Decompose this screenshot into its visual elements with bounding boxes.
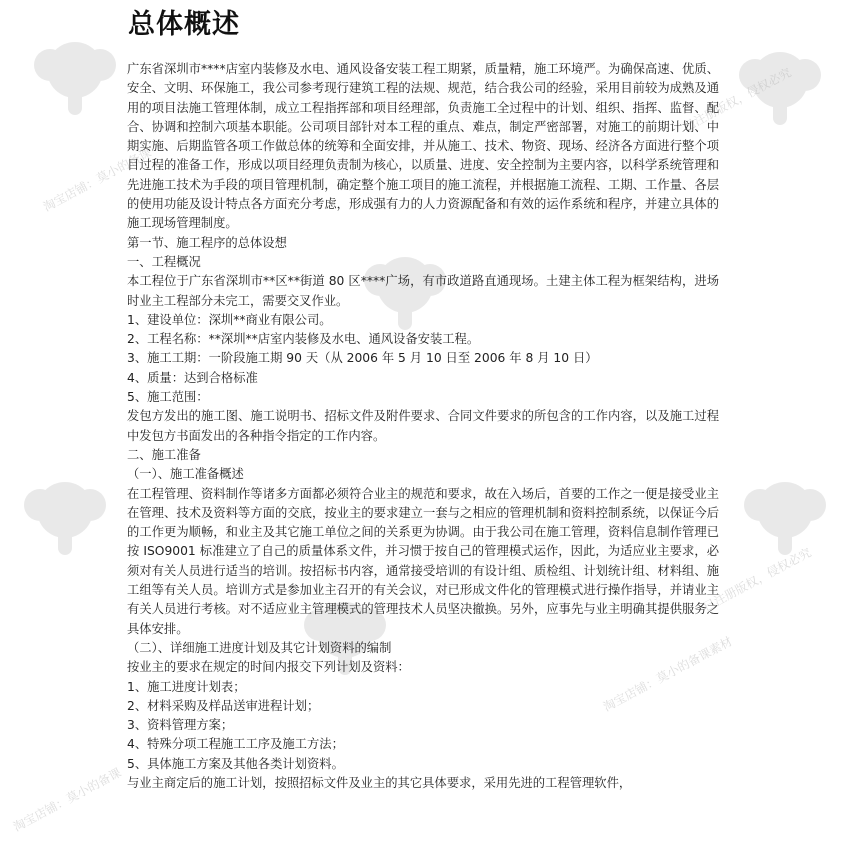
paragraph: 发包方发出的施工图、施工说明书、招标文件及附件要求、合同文件要求的所包含的工作内容，以及施工过程中发包方书面发出的各种指令指定的工作内容。 xyxy=(127,409,719,443)
elephant-watermark-icon xyxy=(20,470,110,560)
elephant-watermark-icon xyxy=(30,30,120,120)
list-item: 5、施工范围： xyxy=(127,390,209,405)
list-item: 3、施工工期：一阶段施工期 90 天（从 2006 年 5 月 10 日至 2006 年 8 月 10 日） xyxy=(127,351,598,366)
list-item: 4、质量：达到合格标准 xyxy=(127,370,258,385)
elephant-watermark-icon xyxy=(735,40,825,130)
elephant-watermark-icon xyxy=(740,470,830,560)
list-item: 2、工程名称：**深圳**店室内装修及水电、通风设备安装工程。 xyxy=(127,332,480,347)
watermark-text: 已注册版权，侵权必究 xyxy=(680,65,794,135)
paragraph: 按业主的要求在规定的时间内报交下列计划及资料： xyxy=(127,660,410,675)
subsection-heading: （二）、详细施工进度计划及其它计划资料的编制 xyxy=(127,640,392,655)
list-item: 5、具体施工方案及其他各类计划资料。 xyxy=(127,756,344,771)
paragraph: 本工程位于广东省深圳市**区**街道 80 区****广场，有市政道路直通现场。土建主体工程为框架结构，进场时业主工程部分未完工，需要交叉作业。 xyxy=(127,274,719,308)
subsection-heading: （一）、施工准备概述 xyxy=(127,467,244,482)
watermark-text: 淘宝店铺：莫小的备课素材 xyxy=(600,634,735,715)
list-item: 1、建设单位：深圳**商业有限公司。 xyxy=(127,312,332,327)
list-item: 2、材料采购及样品送审进程计划； xyxy=(127,698,320,713)
paragraph: 在工程管理、资料制作等诸多方面都必须符合业主的规范和要求，故在入场后，首要的工作之一便是接受业主在管理、技术及资料等方面的交底，按业主的要求建立一套与之相应的管理机制和资料控制系统，以保证今后的工作更为顺畅，和业主及其它施工单位之间的关系更为协调。由于我公司在施工管理，资料信息制作管理已按 ISO9001 标准建立了自己的质量体系文件，并习惯于按自己的管理模式运作，因此，为适应业主要求，必须对有关人员进行适当的培训。按招标书内容，通常接受培训的有设计组、质检组、计划统计组、材料组、施工组等有关人员。培训方式是参加业主召开的有关会议，对已形成文件化的管理模式进行操作指导，并请业主有关人员进行考核。对不适应业主管理模式的管理技术人员坚决撤换。另外，应事先与业主明确其提供服务之具体安排。 xyxy=(127,486,719,636)
watermark-text: 淘宝店铺：莫小的备课 xyxy=(10,765,124,835)
list-item: 1、施工进度计划表； xyxy=(127,679,246,694)
paragraph: 与业主商定后的施工计划，按照招标文件及业主的其它具体要求，采用先进的工程管理软件， xyxy=(127,775,632,790)
subsection-heading: 一、工程概况 xyxy=(127,254,201,269)
intro-paragraph: 广东省深圳市****店室内装修及水电、通风设备安装工程工期紧，质量精，施工环境严。为确保高速、优质、安全、文明、环保施工，我公司参考现行建筑工程的法规、规范，结合我公司的经验，采用目前较为成熟及通用的项目法施工管理体制，成立工程指挥部和项目经理部，负责施工全过程中的计划、组织、指挥、监督、配合、协调和控制六项基本职能。公司项目部针对本工程的重点、难点，制定严密部署，对施工的前期计划、中期实施、后期监管各项工作做总体的统筹和全面安排，并从施工、技术、物资、现场、经济各方面进行整个项目过程的准备工作，形成以项目经理负责制为核心，以质量、进度、安全控制为主要内容，以科学系统管理和先进施工技术为手段的项目管理机制，确定整个施工项目的施工流程，并根据施工流程、工期、工作量、各层的使用功能及设计特点各方面充分考虑，形成强有力的人力资源配备和有效的运作系统和程序，并建立具体的施工现场管理制度。 xyxy=(127,62,719,231)
document-body xyxy=(127,60,719,793)
section-heading: 第一节、施工程序的总体设想 xyxy=(127,235,287,250)
list-item: 4、特殊分项工程施工工序及施工方法； xyxy=(127,737,344,752)
watermark-text: 已注册版权，侵权必究 xyxy=(700,545,814,615)
watermark-text: 淘宝店铺：莫小的备课 xyxy=(40,145,154,215)
list-item: 3、资料管理方案； xyxy=(127,718,234,733)
subsection-heading: 二、施工准备 xyxy=(127,447,201,462)
document-title: 总体概述 xyxy=(128,9,240,40)
